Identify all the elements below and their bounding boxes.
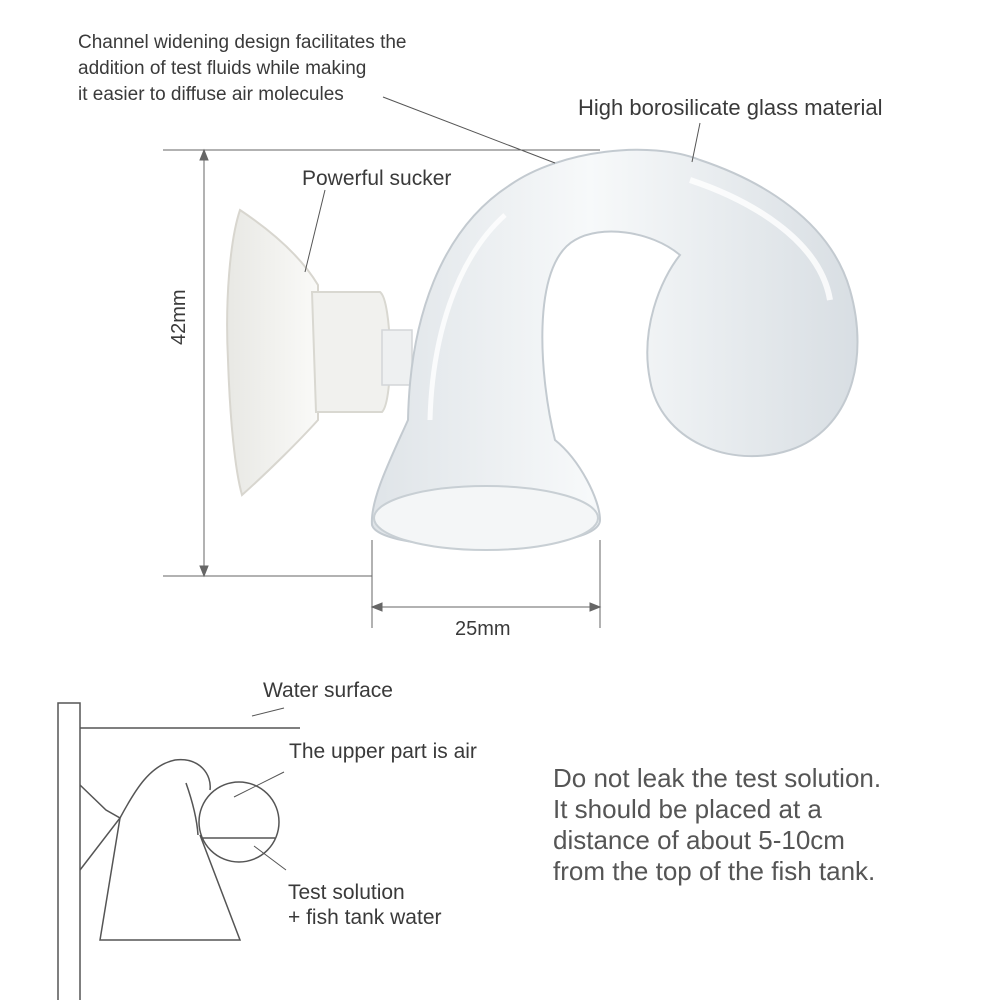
test-solution-label: Test solution + fish tank water bbox=[288, 881, 442, 929]
material-note: High borosilicate glass material bbox=[578, 95, 883, 120]
upper-air-label: The upper part is air bbox=[289, 740, 477, 763]
sucker-note: Powerful sucker bbox=[302, 167, 452, 190]
placement-instruction: Do not leak the test solution. It should be placed at a distance of about 5-10cm from the top of the fish tank. bbox=[553, 763, 882, 886]
suction-cup bbox=[227, 210, 412, 495]
water-surface-label: Water surface bbox=[263, 679, 393, 702]
width-label: 25mm bbox=[455, 618, 511, 640]
channel-design-note: Channel widening design facilitates the addition of test fluids while making it easier to diffuse air molecules bbox=[78, 32, 407, 105]
width-dimension bbox=[372, 540, 600, 628]
height-label: 42mm bbox=[168, 289, 190, 345]
glass-tube bbox=[372, 150, 858, 550]
usage-diagram bbox=[58, 703, 300, 1000]
